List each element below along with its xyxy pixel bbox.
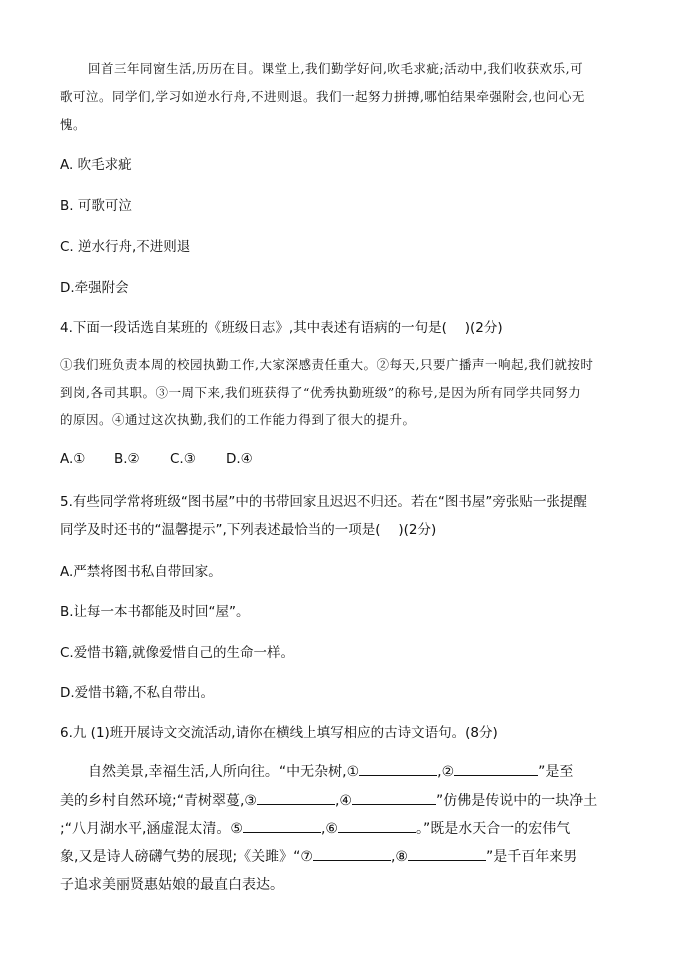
q6-text: ”仿佛是传说中的一块净土 — [436, 793, 598, 809]
answer-blank-1[interactable] — [359, 761, 437, 776]
q6-paragraph-line-1 — [88, 761, 573, 781]
answer-blank-6[interactable] — [338, 818, 416, 833]
q6-text: ;“八月湖水平,涵虚混太清。⑤ — [60, 821, 243, 837]
q6-text: 象,又是诗人磅礴气势的展现;《关雎》“⑦ — [60, 849, 313, 865]
answer-blank-7[interactable] — [313, 846, 391, 861]
q3-option-d: D.牵强附会 — [60, 280, 129, 296]
q4-option-c: C.③ — [170, 451, 196, 467]
q3-option-c: C. 逆水行舟,不进则退 — [60, 239, 191, 255]
q5-stem-line-1: 5.有些同学常将班级“图书屋”中的书带回家且迟迟不归还。若在“图书屋”旁张贴一张提醒 — [60, 494, 587, 510]
q3-passage-line-2: 歌可泣。同学们,学习如逆水行舟,不进则退。我们一起努力拼搏,哪怕结果牵强附会,也问心无 — [60, 89, 585, 104]
q5-option-c: C.爱惜书籍,就像爱惜自己的生命一样。 — [60, 645, 295, 661]
q3-option-a: A. 吹毛求疵 — [60, 157, 132, 173]
q5-option-a: A.严禁将图书私自带回家。 — [60, 564, 222, 580]
q4-option-b: B.② — [114, 451, 140, 467]
q6-text: 美的乡村自然环境;“青树翠蔓,③ — [60, 793, 257, 809]
q4-option-a: A.① — [60, 451, 86, 467]
q6-text: ,② — [437, 764, 455, 780]
answer-blank-2[interactable] — [454, 761, 538, 776]
q6-paragraph-line-3 — [60, 818, 570, 838]
q4-option-d: D.④ — [226, 451, 253, 467]
q4-passage-line-3: 的原因。④通过这次执勤,我们的工作能力得到了很大的提升。 — [60, 412, 416, 427]
q5-option-d: D.爱惜书籍,不私自带出。 — [60, 685, 214, 701]
q6-text: 。”既是水天合一的宏伟气 — [416, 821, 571, 837]
q6-text: ,④ — [334, 793, 352, 809]
q4-passage-line-2: 到岗,各司其职。③一周下来,我们班获得了“优秀执勤班级”的称号,是因为所有同学共同努力 — [60, 385, 582, 400]
q6-paragraph-line-4 — [60, 846, 577, 866]
q6-text: ,⑥ — [320, 821, 338, 837]
q6-paragraph-line-5: 子追求美丽贤惠姑娘的最直白表达。 — [60, 877, 284, 893]
q3-option-b: B. 可歌可泣 — [60, 198, 132, 214]
q5-stem-line-2: 同学及时还书的“温馨提示”,下列表述最恰当的一项是( )(2分) — [60, 522, 437, 538]
q5-option-b: B.让每一本书都能及时回“屋”。 — [60, 604, 250, 620]
q3-passage-line-3: 愧。 — [60, 117, 87, 132]
q4-passage-line-1: ①我们班负责本周的校园执勤工作,大家深感责任重大。②每天,只要广播声一响起,我们就按时 — [60, 357, 594, 372]
q6-stem: 6.九 (1)班开展诗文交流活动,请你在横线上填写相应的古诗文语句。(8分) — [60, 725, 498, 741]
q6-paragraph-line-2 — [60, 790, 597, 810]
q6-text: ,⑧ — [390, 849, 408, 865]
q6-text: ”是至 — [538, 764, 574, 780]
answer-blank-8[interactable] — [408, 846, 486, 861]
q3-passage-line-1: 回首三年同窗生活,历历在目。课堂上,我们勤学好问,吹毛求疵;活动中,我们收获欢乐,可 — [88, 61, 584, 76]
answer-blank-4[interactable] — [352, 790, 436, 805]
q6-text: 自然美景,幸福生活,人所向往。“中无杂树,① — [88, 764, 360, 780]
q6-text: ”是千百年来男 — [486, 849, 578, 865]
answer-blank-3[interactable] — [257, 790, 335, 805]
q4-stem: 4.下面一段话选自某班的《班级日志》,其中表述有语病的一句是( )(2分) — [60, 320, 503, 336]
answer-blank-5[interactable] — [243, 818, 321, 833]
